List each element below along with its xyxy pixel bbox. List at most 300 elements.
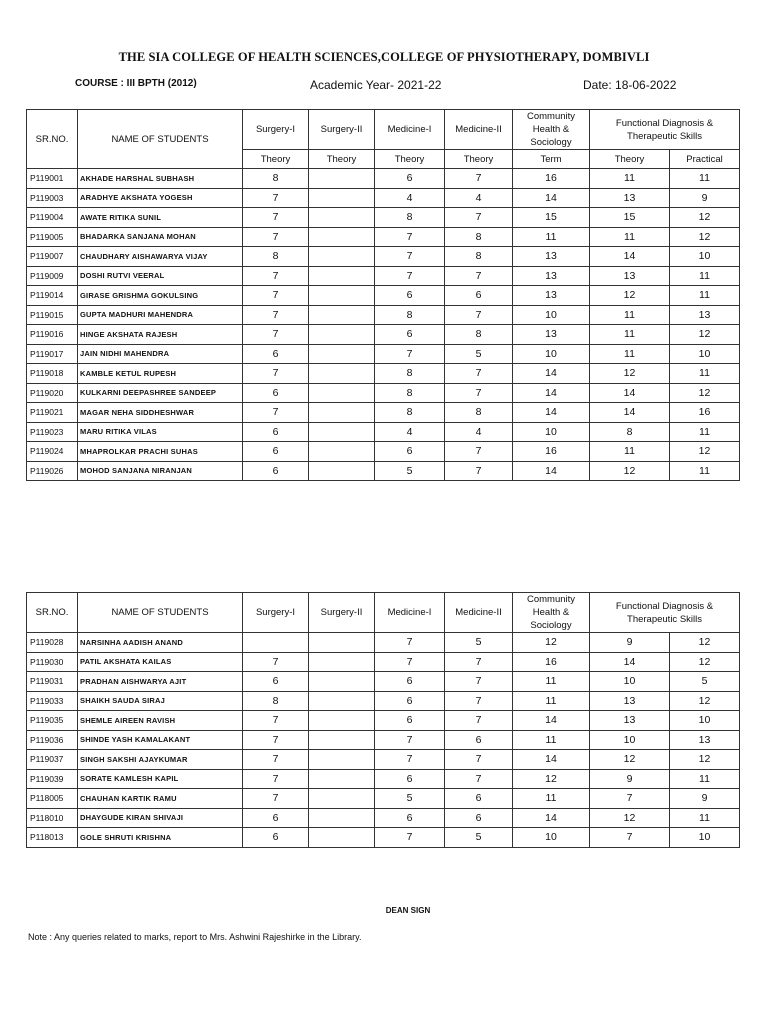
fd-practical-cell: 12: [670, 652, 740, 672]
medicine-2-cell: 6: [445, 789, 513, 809]
sr-no-cell: P119031: [27, 672, 78, 692]
table-row: [27, 344, 740, 364]
medicine-1-cell: 7: [375, 730, 445, 750]
header-surgery-2: Surgery-II: [309, 593, 375, 633]
surgery-1-cell: 7: [243, 403, 309, 423]
community-health-cell: 14: [513, 188, 590, 208]
fd-theory-cell: 15: [590, 208, 670, 228]
surgery-2-cell: [309, 403, 375, 423]
student-name-cell: BHADARKA SANJANA MOHAN: [78, 227, 243, 247]
community-health-cell: 13: [513, 247, 590, 267]
medicine-1-cell: 6: [375, 808, 445, 828]
medicine-2-cell: 6: [445, 808, 513, 828]
table-row: [27, 286, 740, 306]
sr-no-cell: P119015: [27, 305, 78, 325]
fd-practical-cell: 9: [670, 789, 740, 809]
header-surgery-1: Surgery-I: [243, 593, 309, 633]
student-name-cell: AWATE RITIKA SUNIL: [78, 208, 243, 228]
surgery-1-cell: 7: [243, 266, 309, 286]
surgery-2-cell: [309, 169, 375, 189]
surgery-2-cell: [309, 789, 375, 809]
subheader-theory: Theory: [243, 150, 309, 169]
table-row: [27, 169, 740, 189]
sr-no-cell: P119026: [27, 461, 78, 481]
surgery-2-cell: [309, 652, 375, 672]
table-row: [27, 730, 740, 750]
table-row: [27, 789, 740, 809]
table-row: [27, 672, 740, 692]
fd-practical-cell: 11: [670, 286, 740, 306]
student-name-cell: MAGAR NEHA SIDDHESHWAR: [78, 403, 243, 423]
header-medicine-1: Medicine-I: [375, 110, 445, 150]
student-name-cell: GOLE SHRUTI KRISHNA: [78, 828, 243, 848]
sr-no-cell: P119020: [27, 383, 78, 403]
medicine-2-cell: 7: [445, 672, 513, 692]
fd-theory-cell: 9: [590, 633, 670, 653]
surgery-2-cell: [309, 672, 375, 692]
medicine-2-cell: 7: [445, 711, 513, 731]
student-name-cell: SHAIKH SAUDA SIRAJ: [78, 691, 243, 711]
sr-no-cell: P119033: [27, 691, 78, 711]
medicine-1-cell: 7: [375, 750, 445, 770]
medicine-2-cell: 6: [445, 730, 513, 750]
medicine-1-cell: 8: [375, 383, 445, 403]
fd-theory-cell: 7: [590, 828, 670, 848]
fd-theory-cell: 12: [590, 750, 670, 770]
fd-practical-cell: 11: [670, 266, 740, 286]
community-health-cell: 14: [513, 461, 590, 481]
fd-practical-cell: 11: [670, 364, 740, 384]
header-surgery-1: Surgery-I: [243, 110, 309, 150]
sr-no-cell: P119028: [27, 633, 78, 653]
table-row: [27, 422, 740, 442]
fd-practical-cell: 12: [670, 325, 740, 345]
community-health-cell: 14: [513, 403, 590, 423]
medicine-2-cell: 8: [445, 247, 513, 267]
fd-practical-cell: 9: [670, 188, 740, 208]
header-surgery-2: Surgery-II: [309, 110, 375, 150]
medicine-1-cell: 6: [375, 442, 445, 462]
table-row: [27, 711, 740, 731]
student-name-cell: DHAYGUDE KIRAN SHIVAJI: [78, 808, 243, 828]
sr-no-cell: P118005: [27, 789, 78, 809]
surgery-1-cell: 8: [243, 169, 309, 189]
student-name-cell: SORATE KAMLESH KAPIL: [78, 769, 243, 789]
surgery-2-cell: [309, 730, 375, 750]
table-row: [27, 633, 740, 653]
surgery-1-cell: 7: [243, 188, 309, 208]
student-name-cell: SHEMLE AIREEN RAVISH: [78, 711, 243, 731]
community-health-cell: 14: [513, 808, 590, 828]
student-name-cell: MARU RITIKA VILAS: [78, 422, 243, 442]
medicine-1-cell: 8: [375, 403, 445, 423]
medicine-1-cell: 6: [375, 325, 445, 345]
community-health-cell: 10: [513, 344, 590, 364]
header-functional-diagnosis: Functional Diagnosis & Therapeutic Skills: [590, 110, 740, 150]
medicine-1-cell: 7: [375, 652, 445, 672]
surgery-1-cell: 8: [243, 691, 309, 711]
fd-theory-cell: 14: [590, 383, 670, 403]
header-medicine-1: Medicine-I: [375, 593, 445, 633]
table-row: [27, 266, 740, 286]
fd-practical-cell: 11: [670, 769, 740, 789]
medicine-1-cell: 6: [375, 691, 445, 711]
medicine-2-cell: 4: [445, 422, 513, 442]
medicine-2-cell: 8: [445, 325, 513, 345]
community-health-cell: 11: [513, 730, 590, 750]
fd-practical-cell: 10: [670, 344, 740, 364]
community-health-cell: 12: [513, 769, 590, 789]
table-row: [27, 227, 740, 247]
fd-theory-cell: 11: [590, 227, 670, 247]
medicine-1-cell: 7: [375, 828, 445, 848]
header-community-health: Community Health & Sociology: [513, 593, 590, 633]
medicine-1-cell: 6: [375, 169, 445, 189]
sr-no-cell: P119009: [27, 266, 78, 286]
community-health-cell: 14: [513, 711, 590, 731]
sr-no-cell: P119036: [27, 730, 78, 750]
fd-practical-cell: 13: [670, 305, 740, 325]
student-name-cell: GIRASE GRISHMA GOKULSING: [78, 286, 243, 306]
fd-practical-cell: 13: [670, 730, 740, 750]
table-row: [27, 383, 740, 403]
community-health-cell: 13: [513, 266, 590, 286]
header-sr-no: SR.NO.: [27, 110, 78, 169]
surgery-1-cell: 7: [243, 208, 309, 228]
medicine-2-cell: 7: [445, 691, 513, 711]
fd-theory-cell: 12: [590, 286, 670, 306]
surgery-1-cell: 7: [243, 652, 309, 672]
fd-practical-cell: 16: [670, 403, 740, 423]
surgery-2-cell: [309, 422, 375, 442]
surgery-1-cell: 6: [243, 422, 309, 442]
medicine-1-cell: 6: [375, 769, 445, 789]
sr-no-cell: P119018: [27, 364, 78, 384]
surgery-2-cell: [309, 344, 375, 364]
surgery-1-cell: 6: [243, 344, 309, 364]
medicine-2-cell: 6: [445, 286, 513, 306]
surgery-1-cell: 7: [243, 325, 309, 345]
surgery-2-cell: [309, 808, 375, 828]
surgery-1-cell: 6: [243, 461, 309, 481]
sr-no-cell: P119023: [27, 422, 78, 442]
sr-no-cell: P119003: [27, 188, 78, 208]
community-health-cell: 16: [513, 442, 590, 462]
table-row: [27, 808, 740, 828]
surgery-2-cell: [309, 247, 375, 267]
surgery-1-cell: 6: [243, 442, 309, 462]
sr-no-cell: P119014: [27, 286, 78, 306]
medicine-1-cell: 8: [375, 208, 445, 228]
sr-no-cell: P119021: [27, 403, 78, 423]
surgery-2-cell: [309, 325, 375, 345]
fd-practical-cell: 12: [670, 691, 740, 711]
student-name-cell: KULKARNI DEEPASHREE SANDEEP: [78, 383, 243, 403]
medicine-1-cell: 6: [375, 672, 445, 692]
medicine-2-cell: 5: [445, 828, 513, 848]
student-name-cell: JAIN NIDHI MAHENDRA: [78, 344, 243, 364]
student-name-cell: MHAPROLKAR PRACHI SUHAS: [78, 442, 243, 462]
surgery-1-cell: 6: [243, 808, 309, 828]
community-health-cell: 14: [513, 383, 590, 403]
medicine-2-cell: 7: [445, 652, 513, 672]
academic-year: Academic Year- 2021-22: [310, 78, 442, 92]
course-label: COURSE : III BPTH (2012): [75, 78, 197, 89]
sr-no-cell: P119024: [27, 442, 78, 462]
medicine-1-cell: 7: [375, 344, 445, 364]
subheader-theory: Theory: [590, 150, 670, 169]
community-health-cell: 11: [513, 789, 590, 809]
fd-theory-cell: 13: [590, 711, 670, 731]
surgery-2-cell: [309, 305, 375, 325]
fd-practical-cell: 10: [670, 828, 740, 848]
fd-practical-cell: 12: [670, 442, 740, 462]
header-medicine-2: Medicine-II: [445, 110, 513, 150]
sr-no-cell: P119016: [27, 325, 78, 345]
community-health-cell: 10: [513, 828, 590, 848]
header-functional-diagnosis: Functional Diagnosis & Therapeutic Skills: [590, 593, 740, 633]
medicine-2-cell: 7: [445, 383, 513, 403]
surgery-2-cell: [309, 442, 375, 462]
surgery-2-cell: [309, 633, 375, 653]
marks-table-1: [26, 109, 740, 481]
community-health-cell: 14: [513, 750, 590, 770]
surgery-1-cell: 7: [243, 730, 309, 750]
table-row: [27, 325, 740, 345]
header-name: NAME OF STUDENTS: [78, 593, 243, 633]
medicine-2-cell: 7: [445, 461, 513, 481]
sr-no-cell: P118013: [27, 828, 78, 848]
community-health-cell: 14: [513, 364, 590, 384]
medicine-1-cell: 7: [375, 266, 445, 286]
date-label: Date: 18-06-2022: [583, 78, 677, 92]
fd-practical-cell: 11: [670, 422, 740, 442]
community-health-cell: 15: [513, 208, 590, 228]
subheader-term: Term: [513, 150, 590, 169]
student-name-cell: SINGH SAKSHI AJAYKUMAR: [78, 750, 243, 770]
fd-theory-cell: 14: [590, 652, 670, 672]
community-health-cell: 12: [513, 633, 590, 653]
fd-theory-cell: 10: [590, 672, 670, 692]
medicine-2-cell: 7: [445, 364, 513, 384]
fd-theory-cell: 11: [590, 325, 670, 345]
table-row: [27, 188, 740, 208]
note-text: Note : Any queries related to marks, report to Mrs. Ashwini Rajeshirke in the Library.: [28, 932, 362, 942]
student-name-cell: GUPTA MADHURI MAHENDRA: [78, 305, 243, 325]
surgery-1-cell: 6: [243, 672, 309, 692]
dean-sign: DEAN SIGN: [385, 906, 431, 915]
subheader-theory: Theory: [309, 150, 375, 169]
student-name-cell: MOHOD SANJANA NIRANJAN: [78, 461, 243, 481]
medicine-2-cell: 7: [445, 769, 513, 789]
student-name-cell: NARSINHA AADISH ANAND: [78, 633, 243, 653]
medicine-2-cell: 5: [445, 633, 513, 653]
fd-theory-cell: 12: [590, 364, 670, 384]
medicine-2-cell: 7: [445, 169, 513, 189]
community-health-cell: 11: [513, 691, 590, 711]
table-row: [27, 750, 740, 770]
fd-practical-cell: 10: [670, 711, 740, 731]
fd-theory-cell: 11: [590, 169, 670, 189]
table-row: [27, 442, 740, 462]
marks-table-2: [26, 592, 740, 848]
surgery-2-cell: [309, 461, 375, 481]
medicine-2-cell: 7: [445, 442, 513, 462]
surgery-2-cell: [309, 227, 375, 247]
medicine-2-cell: 5: [445, 344, 513, 364]
surgery-1-cell: 8: [243, 247, 309, 267]
community-health-cell: 16: [513, 169, 590, 189]
surgery-1-cell: 7: [243, 789, 309, 809]
table-row: [27, 828, 740, 848]
sr-no-cell: P119037: [27, 750, 78, 770]
table-row: [27, 247, 740, 267]
student-name-cell: ARADHYE AKSHATA YOGESH: [78, 188, 243, 208]
sr-no-cell: P119001: [27, 169, 78, 189]
surgery-2-cell: [309, 711, 375, 731]
header-name: NAME OF STUDENTS: [78, 110, 243, 169]
community-health-cell: 13: [513, 325, 590, 345]
sr-no-cell: P119039: [27, 769, 78, 789]
header-sr-no: SR.NO.: [27, 593, 78, 633]
fd-theory-cell: 11: [590, 305, 670, 325]
medicine-2-cell: 7: [445, 750, 513, 770]
student-name-cell: CHAUDHARY AISHAWARYA VIJAY: [78, 247, 243, 267]
table-row: [27, 652, 740, 672]
student-name-cell: SHINDE YASH KAMALAKANT: [78, 730, 243, 750]
surgery-2-cell: [309, 383, 375, 403]
fd-practical-cell: 11: [670, 461, 740, 481]
medicine-1-cell: 8: [375, 305, 445, 325]
community-health-cell: 11: [513, 227, 590, 247]
college-title: THE SIA COLLEGE OF HEALTH SCIENCES,COLLEGE OF PHYSIOTHERAPY, DOMBIVLI: [118, 50, 650, 64]
surgery-1-cell: [243, 633, 309, 653]
fd-practical-cell: 11: [670, 169, 740, 189]
table-row: [27, 305, 740, 325]
medicine-1-cell: 8: [375, 364, 445, 384]
table-row: [27, 208, 740, 228]
sr-no-cell: P119035: [27, 711, 78, 731]
fd-theory-cell: 14: [590, 403, 670, 423]
table-row: [27, 403, 740, 423]
medicine-2-cell: 7: [445, 305, 513, 325]
sr-no-cell: P119017: [27, 344, 78, 364]
medicine-1-cell: 7: [375, 227, 445, 247]
community-health-cell: 11: [513, 672, 590, 692]
fd-practical-cell: 12: [670, 208, 740, 228]
student-name-cell: KAMBLE KETUL RUPESH: [78, 364, 243, 384]
header-community-health: Community Health & Sociology: [513, 110, 590, 150]
medicine-2-cell: 8: [445, 227, 513, 247]
fd-theory-cell: 12: [590, 808, 670, 828]
fd-practical-cell: 5: [670, 672, 740, 692]
sr-no-cell: P118010: [27, 808, 78, 828]
fd-theory-cell: 12: [590, 461, 670, 481]
surgery-1-cell: 7: [243, 286, 309, 306]
surgery-2-cell: [309, 828, 375, 848]
table-row: [27, 461, 740, 481]
sr-no-cell: P119030: [27, 652, 78, 672]
fd-theory-cell: 9: [590, 769, 670, 789]
subheader-theory: Theory: [375, 150, 445, 169]
medicine-1-cell: 5: [375, 789, 445, 809]
surgery-2-cell: [309, 266, 375, 286]
medicine-2-cell: 8: [445, 403, 513, 423]
medicine-1-cell: 5: [375, 461, 445, 481]
surgery-1-cell: 7: [243, 769, 309, 789]
medicine-2-cell: 7: [445, 266, 513, 286]
student-name-cell: PRADHAN AISHWARYA AJIT: [78, 672, 243, 692]
medicine-1-cell: 7: [375, 633, 445, 653]
surgery-1-cell: 7: [243, 227, 309, 247]
community-health-cell: 13: [513, 286, 590, 306]
student-name-cell: AKHADE HARSHAL SUBHASH: [78, 169, 243, 189]
fd-theory-cell: 13: [590, 691, 670, 711]
community-health-cell: 10: [513, 305, 590, 325]
fd-theory-cell: 10: [590, 730, 670, 750]
medicine-2-cell: 7: [445, 208, 513, 228]
medicine-1-cell: 6: [375, 286, 445, 306]
subheader-practical: Practical: [670, 150, 740, 169]
student-name-cell: DOSHI RUTVI VEERAL: [78, 266, 243, 286]
surgery-2-cell: [309, 286, 375, 306]
surgery-1-cell: 7: [243, 364, 309, 384]
student-name-cell: CHAUHAN KARTIK RAMU: [78, 789, 243, 809]
medicine-1-cell: 6: [375, 711, 445, 731]
surgery-1-cell: 7: [243, 711, 309, 731]
fd-theory-cell: 13: [590, 266, 670, 286]
student-name-cell: HINGE AKSHATA RAJESH: [78, 325, 243, 345]
community-health-cell: 16: [513, 652, 590, 672]
fd-practical-cell: 12: [670, 227, 740, 247]
surgery-1-cell: 6: [243, 828, 309, 848]
table-row: [27, 691, 740, 711]
surgery-1-cell: 7: [243, 750, 309, 770]
fd-theory-cell: 7: [590, 789, 670, 809]
community-health-cell: 10: [513, 422, 590, 442]
surgery-1-cell: 6: [243, 383, 309, 403]
medicine-1-cell: 4: [375, 188, 445, 208]
fd-theory-cell: 11: [590, 442, 670, 462]
surgery-2-cell: [309, 208, 375, 228]
fd-theory-cell: 8: [590, 422, 670, 442]
fd-practical-cell: 11: [670, 808, 740, 828]
surgery-2-cell: [309, 691, 375, 711]
surgery-2-cell: [309, 769, 375, 789]
fd-practical-cell: 12: [670, 633, 740, 653]
fd-theory-cell: 14: [590, 247, 670, 267]
sr-no-cell: P119005: [27, 227, 78, 247]
surgery-2-cell: [309, 364, 375, 384]
surgery-1-cell: 7: [243, 305, 309, 325]
student-name-cell: PATIL AKSHATA KAILAS: [78, 652, 243, 672]
subheader-theory: Theory: [445, 150, 513, 169]
surgery-2-cell: [309, 188, 375, 208]
medicine-2-cell: 4: [445, 188, 513, 208]
fd-practical-cell: 12: [670, 750, 740, 770]
sr-no-cell: P119004: [27, 208, 78, 228]
fd-practical-cell: 10: [670, 247, 740, 267]
fd-theory-cell: 11: [590, 344, 670, 364]
medicine-1-cell: 4: [375, 422, 445, 442]
surgery-2-cell: [309, 750, 375, 770]
table-row: [27, 364, 740, 384]
medicine-1-cell: 7: [375, 247, 445, 267]
header-medicine-2: Medicine-II: [445, 593, 513, 633]
fd-practical-cell: 12: [670, 383, 740, 403]
table-row: [27, 769, 740, 789]
sr-no-cell: P119007: [27, 247, 78, 267]
